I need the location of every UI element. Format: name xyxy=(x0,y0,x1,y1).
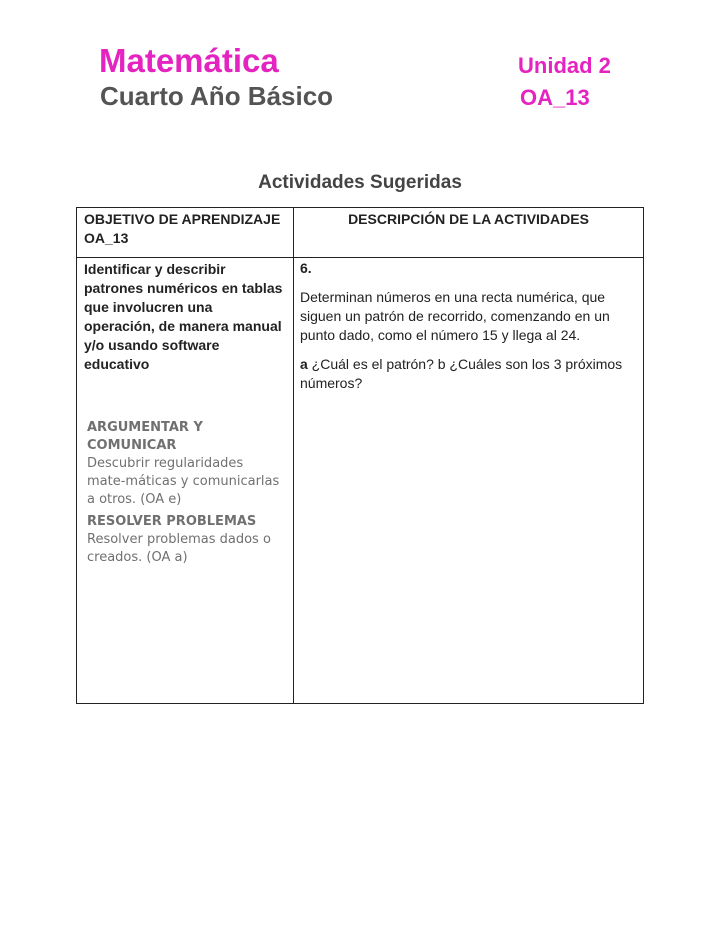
subject-title: Matemática xyxy=(99,42,279,79)
activity-description: Determinan números en una recta numérica, que siguen un patrón de recorrido, comenzando en un punto dado, como el número 15 y llega al 24. xyxy=(300,289,610,343)
oa-code-label: OA_13 xyxy=(520,85,590,110)
objective-cell xyxy=(77,258,294,704)
description-header: DESCRIPCIÓN DE LA ACTIVIDADES xyxy=(348,211,589,227)
activity-cell xyxy=(294,258,644,704)
table-row xyxy=(77,258,644,704)
skill-description-argumentar: Descubrir regularidades mate-máticas y comunicarlas a otros. (OA e) xyxy=(87,456,280,507)
activity-number: 6. xyxy=(300,260,312,276)
activities-table xyxy=(76,207,644,704)
objective-text: Identificar y describir patrones numéricos en tablas que involucren una operación, de manera manual y/o usando software educativo xyxy=(84,261,283,372)
question-text: ¿Cuál es el patrón? b ¿Cuáles son los 3 próximos números? xyxy=(300,356,623,391)
table-header-row xyxy=(77,208,644,258)
grade-subtitle: Cuarto Año Básico xyxy=(100,81,334,111)
unit-label: Unidad 2 xyxy=(518,53,611,78)
description-header-cell xyxy=(294,208,644,258)
activity-question xyxy=(300,355,636,393)
objective-header xyxy=(77,208,293,248)
objective-header-line2: OA_13 xyxy=(84,230,129,246)
objective-header-line1: OBJETIVO DE APRENDIZAJE xyxy=(84,211,281,227)
activity-block xyxy=(294,258,643,393)
question-label: a xyxy=(300,356,308,372)
skill-title-resolver: RESOLVER PROBLEMAS xyxy=(87,514,257,529)
skills-block xyxy=(77,419,293,567)
section-title: Actividades Sugeridas xyxy=(258,172,462,193)
skill-description-resolver: Resolver problemas dados o creados. (OA a) xyxy=(87,532,271,565)
objective-header-cell xyxy=(77,208,294,258)
skill-title-argumentar: ARGUMENTAR Y COMUNICAR xyxy=(87,420,203,453)
